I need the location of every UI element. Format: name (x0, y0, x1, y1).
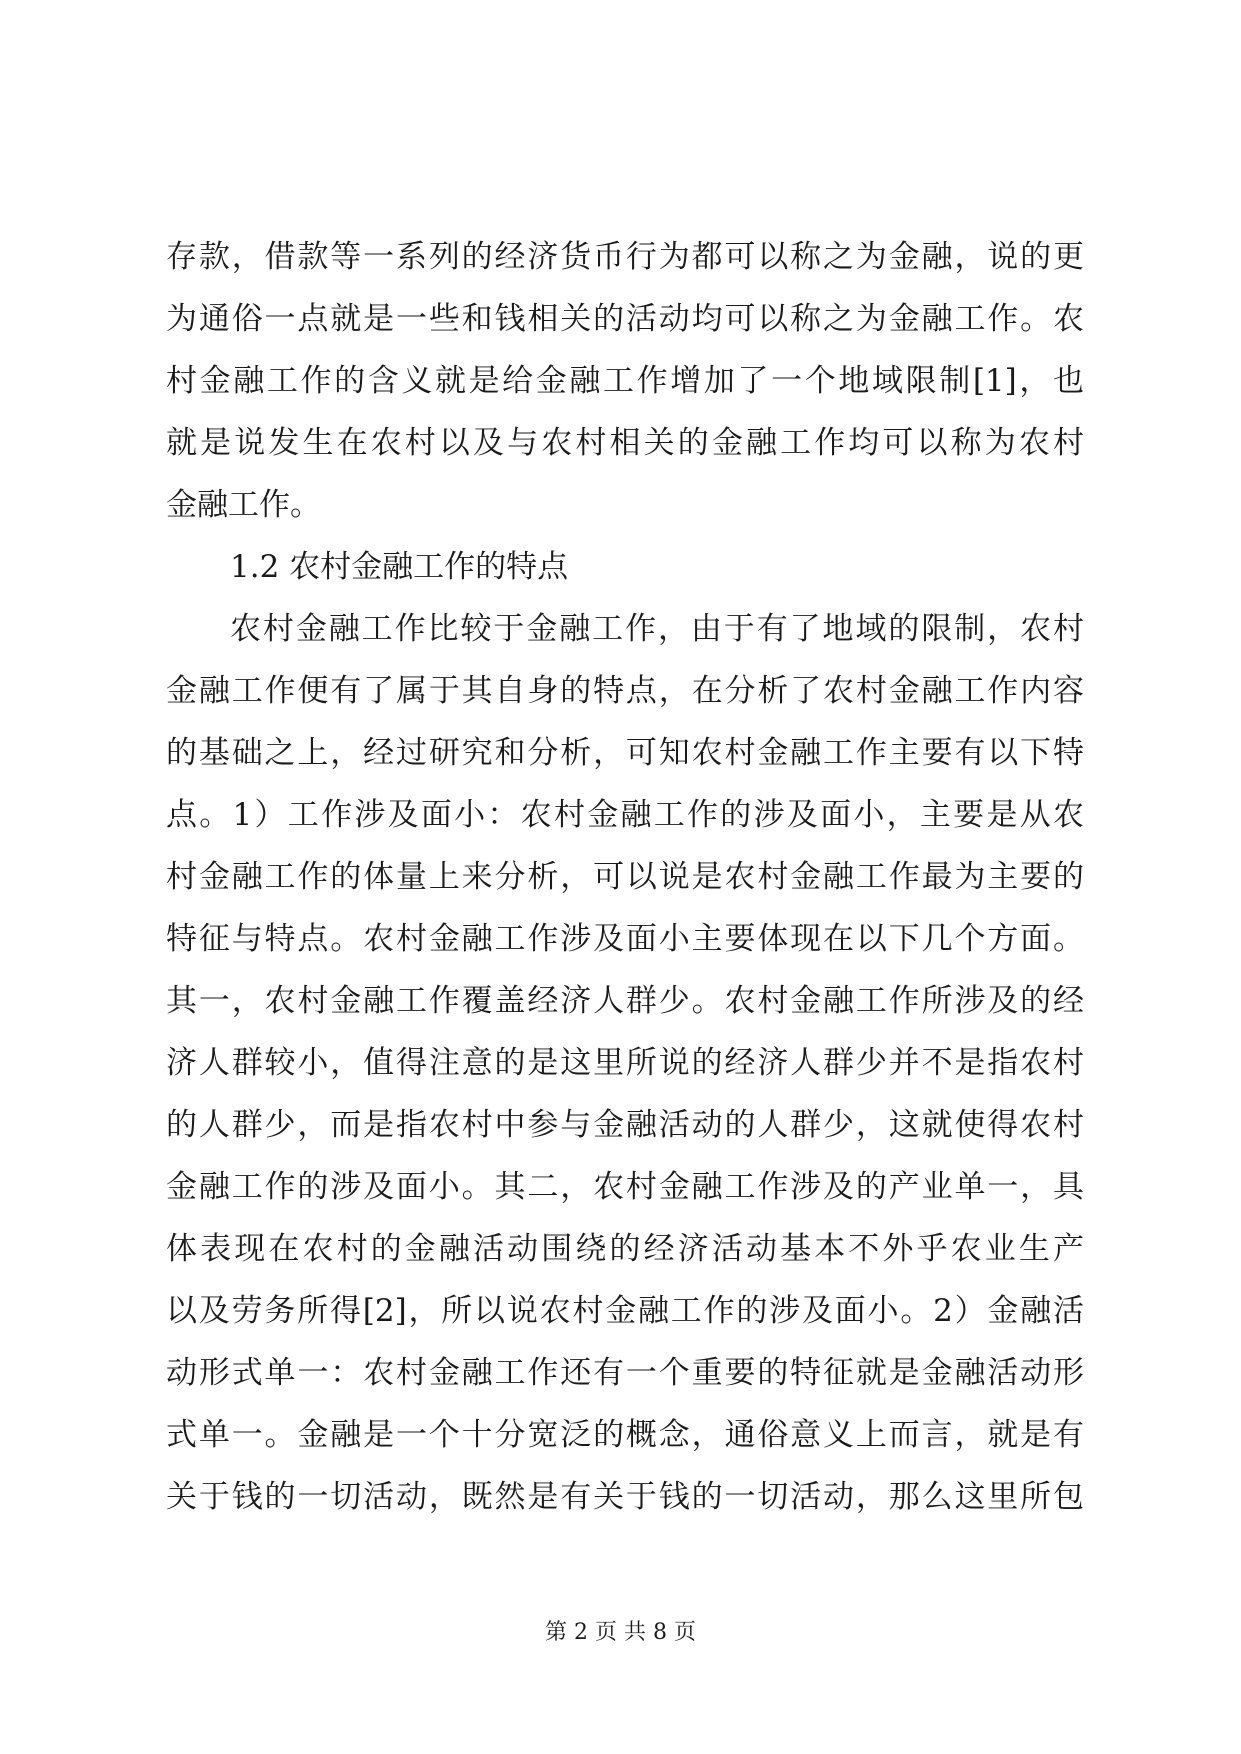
paragraph-line: 存款，借款等一系列的经济货币行为都可以称之为金融，说的更 (166, 239, 1084, 275)
paragraph-line: 济人群较小，值得注意的是这里所说的经济人群少并不是指农村 (166, 1045, 1084, 1081)
paragraph-line: 动形式单一：农村金融工作还有一个重要的特征就是金融活动形 (166, 1355, 1084, 1391)
paragraph-line: 其一，农村金融工作覆盖经济人群少。农村金融工作所涉及的经 (166, 983, 1084, 1019)
paragraph-line: 体表现在农村的金融活动围绕的经济活动基本不外乎农业生产 (166, 1231, 1084, 1267)
paragraph-line: 村金融工作的体量上来分析，可以说是农村金融工作最为主要的 (166, 859, 1084, 895)
paragraph-line: 特征与特点。农村金融工作涉及面小主要体现在以下几个方面。 (166, 921, 1084, 957)
paragraph-line: 的人群少，而是指农村中参与金融活动的人群少，这就使得农村 (166, 1107, 1084, 1143)
paragraph-line: 就是说发生在农村以及与农村相关的金融工作均可以称为农村 (166, 425, 1084, 461)
document-body (166, 226, 1084, 1528)
paragraph-line: 金融工作。 (166, 487, 321, 523)
paragraph-line: 为通俗一点就是一些和钱相关的活动均可以称之为金融工作。农 (166, 301, 1084, 337)
section-heading: 1.2 农村金融工作的特点 (230, 549, 569, 585)
paragraph-line: 以及劳务所得[2]，所以说农村金融工作的涉及面小。2）金融活 (166, 1293, 1084, 1329)
paragraph-line: 金融工作的涉及面小。其二，农村金融工作涉及的产业单一，具 (166, 1169, 1084, 1205)
paragraph-line: 的基础之上，经过研究和分析，可知农村金融工作主要有以下特 (166, 735, 1084, 771)
paragraph-line: 式单一。金融是一个十分宽泛的概念，通俗意义上而言，就是有 (166, 1417, 1084, 1453)
paragraph-line: 村金融工作的含义就是给金融工作增加了一个地域限制[1]，也 (166, 363, 1084, 399)
page-footer: 第 2 页 共 8 页 (545, 1620, 696, 1645)
paragraph-line: 点。1）工作涉及面小：农村金融工作的涉及面小，主要是从农 (166, 797, 1084, 833)
paragraph-line: 关于钱的一切活动，既然是有关于钱的一切活动，那么这里所包 (166, 1479, 1084, 1515)
paragraph-line: 农村金融工作比较于金融工作，由于有了地域的限制，农村 (230, 611, 1084, 647)
paragraph-line: 金融工作便有了属于其自身的特点，在分析了农村金融工作内容 (166, 673, 1084, 709)
